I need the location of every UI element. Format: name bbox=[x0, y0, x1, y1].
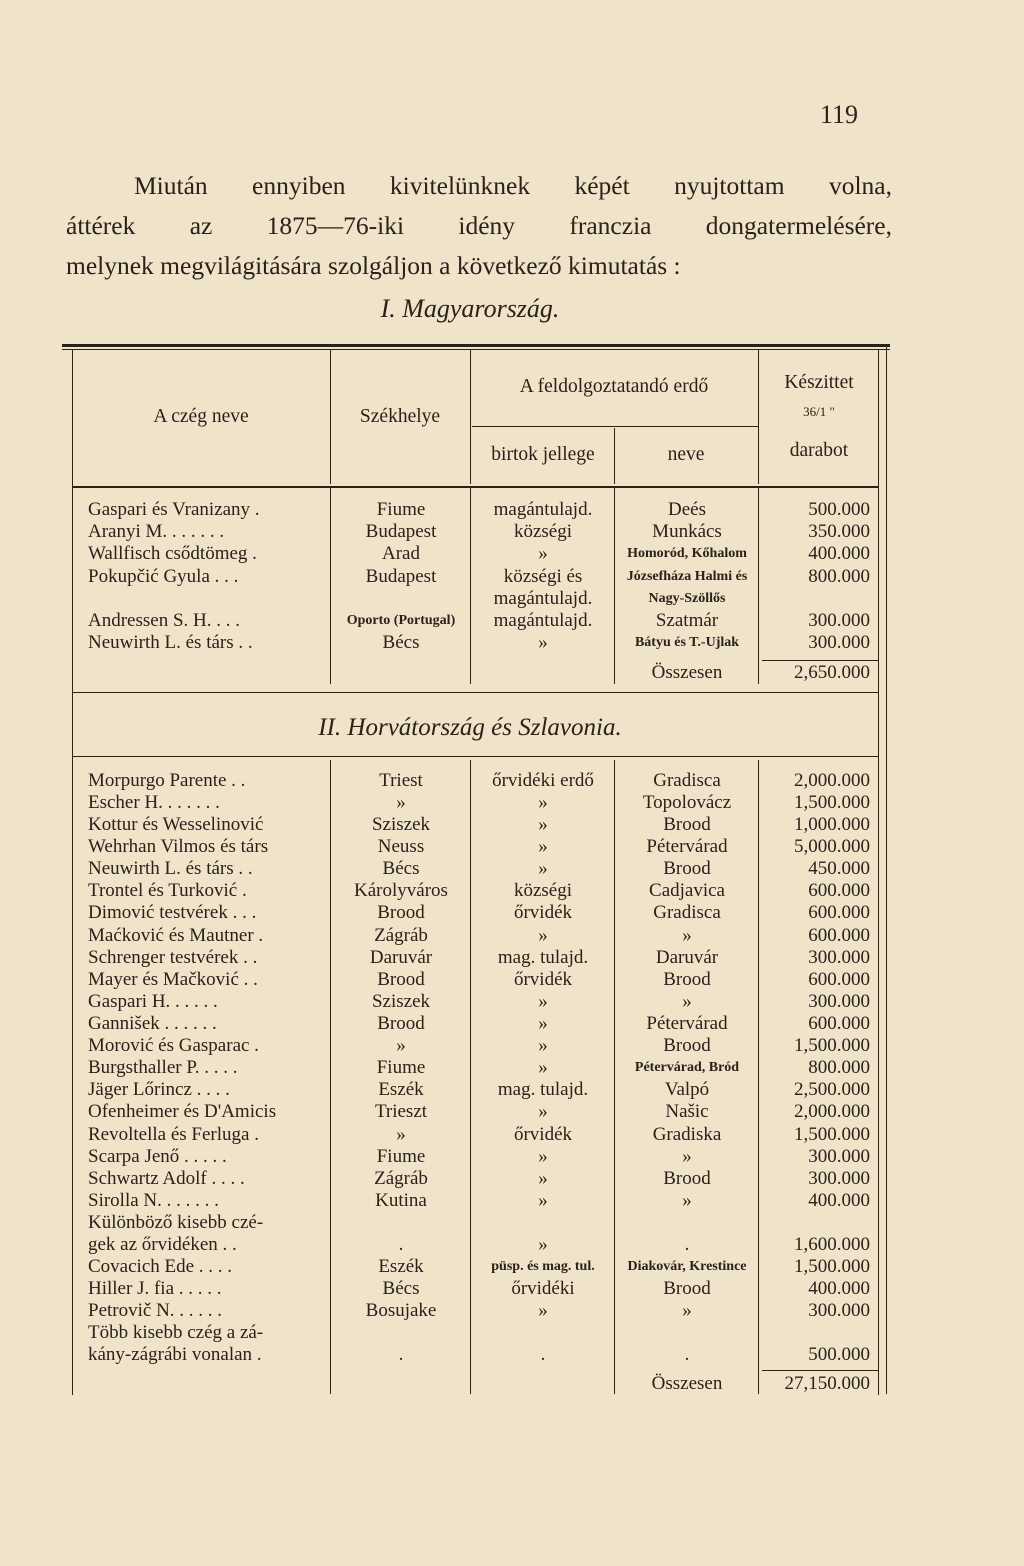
company-name: Schwartz Adolf . . . . bbox=[88, 1168, 245, 1189]
seat: Triest bbox=[379, 770, 423, 791]
table-row bbox=[0, 1035, 1024, 1057]
company-name: Petrovič N. . . . . . bbox=[88, 1300, 223, 1321]
forest-name: Munkács bbox=[652, 521, 722, 542]
company-name: Maćković és Mautner . bbox=[88, 925, 264, 946]
table-row bbox=[0, 566, 1024, 588]
forest-name: Pétervárad bbox=[646, 836, 728, 857]
seat: Budapest bbox=[365, 521, 437, 542]
company-name: Trontel és Turković . bbox=[88, 880, 247, 901]
seat: Eszék bbox=[378, 1256, 424, 1277]
table-row bbox=[0, 1013, 1024, 1035]
forest-name: Gradisca bbox=[653, 770, 721, 791]
forest-name: Brood bbox=[663, 969, 711, 990]
quantity: 600.000 bbox=[808, 880, 870, 901]
forest-name: Brood bbox=[663, 1168, 711, 1189]
table-row bbox=[0, 836, 1024, 858]
total-value: 2,650.000 bbox=[794, 662, 870, 683]
property-type: » bbox=[538, 543, 548, 564]
property-type: őrvidéki erdő bbox=[492, 770, 594, 791]
property-type: magántulajd. bbox=[493, 588, 593, 609]
company-name: Mayer és Mačković . . bbox=[88, 969, 258, 990]
seat: Eszék bbox=[378, 1079, 424, 1100]
property-type: » bbox=[538, 1101, 548, 1122]
seat: Sziszek bbox=[371, 814, 431, 835]
company-name: Escher H. . . . . . . bbox=[88, 792, 220, 813]
seat: Budapest bbox=[365, 566, 437, 587]
forest-name: Brood bbox=[663, 814, 711, 835]
company-name: Scarpa Jenő . . . . . bbox=[88, 1146, 227, 1167]
table-row bbox=[0, 499, 1024, 521]
quantity: 500.000 bbox=[808, 499, 870, 520]
section2-title: II. Horvátország és Szlavonia. bbox=[318, 714, 622, 741]
property-type: » bbox=[538, 1035, 548, 1056]
forest-name: Našic bbox=[665, 1101, 709, 1122]
property-type: őrvidéki bbox=[511, 1278, 575, 1299]
company-name: Ofenheimer és D'Amicis bbox=[88, 1101, 277, 1122]
property-type: » bbox=[538, 1300, 548, 1321]
company-name: Hiller J. fia . . . . . bbox=[88, 1278, 222, 1299]
seat: Bécs bbox=[382, 632, 420, 653]
forest-name: Bátyu és T.-Ujlak bbox=[634, 635, 740, 650]
seat: Neuss bbox=[377, 836, 425, 857]
company-name: Több kisebb czég a zá- bbox=[88, 1322, 264, 1343]
table-row bbox=[0, 792, 1024, 814]
quantity: 400.000 bbox=[808, 543, 870, 564]
intro-line: áttérek az 1875—76-iki idény franczia dongatermelésére, bbox=[66, 211, 892, 240]
seat: » bbox=[396, 1124, 406, 1145]
forest-name: Deés bbox=[668, 499, 706, 520]
property-type: » bbox=[538, 1146, 548, 1167]
seat: Bécs bbox=[382, 1278, 420, 1299]
company-name: Sirolla N. . . . . . . bbox=[88, 1190, 219, 1211]
quantity: 600.000 bbox=[808, 902, 870, 923]
company-name: Dimović testvérek . . . bbox=[88, 902, 257, 923]
table-row bbox=[0, 880, 1024, 902]
seat: Fiume bbox=[376, 499, 426, 520]
property-type: őrvidék bbox=[513, 969, 573, 990]
forest-name: Gradiska bbox=[652, 1124, 722, 1145]
header-pieces: darabot bbox=[789, 440, 849, 461]
quantity: 350.000 bbox=[808, 521, 870, 542]
seat: Brood bbox=[377, 902, 425, 923]
table-row bbox=[0, 543, 1024, 565]
property-type: községi bbox=[513, 880, 573, 901]
table-row bbox=[0, 1234, 1024, 1256]
property-type: » bbox=[538, 632, 548, 653]
forest-name: » bbox=[682, 991, 692, 1012]
total-row bbox=[0, 662, 1024, 684]
company-name: Neuwirth L. és társ . . bbox=[88, 858, 253, 879]
seat: Brood bbox=[377, 969, 425, 990]
quantity: 1,000.000 bbox=[794, 814, 870, 835]
property-type: » bbox=[538, 814, 548, 835]
total-label: Összesen bbox=[651, 662, 723, 683]
forest-name: » bbox=[682, 925, 692, 946]
forest-name: Pétervárad bbox=[646, 1013, 728, 1034]
table-row bbox=[0, 902, 1024, 924]
company-name: Jäger Lőrincz . . . . bbox=[88, 1079, 230, 1100]
company-name: Gaspari és Vranizany . bbox=[88, 499, 260, 520]
property-type: mag. tulajd. bbox=[497, 1079, 589, 1100]
quantity: 800.000 bbox=[808, 566, 870, 587]
seat: Oporto (Portugal) bbox=[346, 613, 456, 628]
forest-name: Cadjavica bbox=[649, 880, 725, 901]
table-row bbox=[0, 1300, 1024, 1322]
table-row bbox=[0, 1278, 1024, 1300]
company-name: Morpurgo Parente . . bbox=[88, 770, 246, 791]
quantity: 5,000.000 bbox=[794, 836, 870, 857]
property-type: » bbox=[538, 1013, 548, 1034]
quantity: 300.000 bbox=[808, 1168, 870, 1189]
quantity: 300.000 bbox=[808, 632, 870, 653]
header-forest-group: A feldolgoztatandó erdő bbox=[519, 376, 709, 397]
quantity: 1,500.000 bbox=[794, 792, 870, 813]
seat: Arad bbox=[382, 543, 420, 564]
forest-name: Valpó bbox=[664, 1079, 710, 1100]
header-forest-name: neve bbox=[667, 444, 705, 465]
seat: Bosujake bbox=[365, 1300, 437, 1321]
company-name: Burgsthaller P. . . . . bbox=[88, 1057, 238, 1078]
table-row bbox=[0, 1124, 1024, 1146]
seat: Kutina bbox=[375, 1190, 427, 1211]
property-type: községi bbox=[513, 521, 573, 542]
quantity: 400.000 bbox=[808, 1278, 870, 1299]
property-type: őrvidék bbox=[513, 1124, 573, 1145]
intro-line: Miután ennyiben kivitelünknek képét nyujtottam volna, bbox=[134, 171, 892, 200]
quantity: 400.000 bbox=[808, 1190, 870, 1211]
seat: » bbox=[396, 1035, 406, 1056]
table-row bbox=[0, 610, 1024, 632]
forest-name: Brood bbox=[663, 858, 711, 879]
company-name: Wallfisch csődtömeg . bbox=[88, 543, 257, 564]
seat: Trieszt bbox=[374, 1101, 428, 1122]
table-row bbox=[0, 947, 1024, 969]
table-row bbox=[0, 1101, 1024, 1123]
table-row bbox=[0, 1190, 1024, 1212]
company-name: Schrenger testvérek . . bbox=[88, 947, 258, 968]
forest-name: Topolovácz bbox=[642, 792, 732, 813]
table-row bbox=[0, 991, 1024, 1013]
company-name: Gaspari H. . . . . . bbox=[88, 991, 218, 1012]
property-type: » bbox=[538, 858, 548, 879]
table-row bbox=[0, 1256, 1024, 1278]
property-type: községi és bbox=[503, 566, 583, 587]
property-type: püsp. és mag. tul. bbox=[491, 1259, 595, 1274]
seat: » bbox=[396, 792, 406, 813]
table-row bbox=[0, 632, 1024, 654]
table-row bbox=[0, 1212, 1024, 1234]
quantity: 1,500.000 bbox=[794, 1035, 870, 1056]
seat: Zágráb bbox=[374, 1168, 428, 1189]
page-number: 119 bbox=[820, 100, 859, 129]
header-fraction: 36/1 " bbox=[803, 404, 835, 419]
header-property: birtok jellege bbox=[491, 444, 595, 465]
property-type: » bbox=[538, 836, 548, 857]
quantity: 450.000 bbox=[808, 858, 870, 879]
forest-name: Pétervárad, Bród bbox=[634, 1060, 740, 1075]
company-name: Andressen S. H. . . . bbox=[88, 610, 240, 631]
forest-name: » bbox=[682, 1190, 692, 1211]
seat: Bécs bbox=[382, 858, 420, 879]
quantity: 300.000 bbox=[808, 1300, 870, 1321]
forest-name: Szatmár bbox=[655, 610, 719, 631]
forest-name: . bbox=[684, 1234, 690, 1255]
seat: . bbox=[398, 1234, 404, 1255]
company-name: Revoltella és Ferluga . bbox=[88, 1124, 259, 1145]
quantity: 300.000 bbox=[808, 610, 870, 631]
total-row bbox=[0, 1373, 1024, 1395]
table-row bbox=[0, 858, 1024, 880]
company-name: Aranyi M. . . . . . . bbox=[88, 521, 225, 542]
table-row bbox=[0, 1344, 1024, 1366]
intro-paragraph bbox=[66, 166, 892, 286]
property-type: . bbox=[540, 1344, 546, 1365]
forest-name: Nagy-Szöllős bbox=[648, 591, 726, 606]
property-type: » bbox=[538, 1234, 548, 1255]
table-row bbox=[0, 1322, 1024, 1344]
company-name: Morović és Gasparac . bbox=[88, 1035, 259, 1056]
property-type: magántulajd. bbox=[493, 610, 593, 631]
quantity: 2,000.000 bbox=[794, 1101, 870, 1122]
total-value: 27,150.000 bbox=[784, 1373, 870, 1394]
company-name: Neuwirth L. és társ . . bbox=[88, 632, 253, 653]
property-type: » bbox=[538, 991, 548, 1012]
quantity: 600.000 bbox=[808, 1013, 870, 1034]
table-row bbox=[0, 814, 1024, 836]
quantity: 300.000 bbox=[808, 947, 870, 968]
seat: Fiume bbox=[376, 1146, 426, 1167]
intro-line: melynek megvilágitására szolgáljon a következő kimutatás : bbox=[66, 251, 681, 280]
company-name: Gannišek . . . . . . bbox=[88, 1013, 217, 1034]
table-row bbox=[0, 1146, 1024, 1168]
company-name: Covacich Ede . . . . bbox=[88, 1256, 233, 1277]
property-type: » bbox=[538, 1168, 548, 1189]
quantity: 2,500.000 bbox=[794, 1079, 870, 1100]
table-row bbox=[0, 969, 1024, 991]
table-row bbox=[0, 770, 1024, 792]
property-type: » bbox=[538, 1190, 548, 1211]
quantity: 600.000 bbox=[808, 925, 870, 946]
forest-name: Diakovár, Krestince bbox=[627, 1259, 747, 1274]
company-name: Kottur és Wesselinović bbox=[88, 814, 264, 835]
quantity: 2,000.000 bbox=[794, 770, 870, 791]
company-name: gek az őrvidéken . . bbox=[88, 1234, 237, 1255]
property-type: » bbox=[538, 1057, 548, 1078]
forest-name: . bbox=[684, 1344, 690, 1365]
header-company: A czég neve bbox=[153, 406, 249, 427]
header-seat: Székhelye bbox=[359, 406, 441, 427]
forest-name: » bbox=[682, 1300, 692, 1321]
quantity: 300.000 bbox=[808, 991, 870, 1012]
forest-name: Homoród, Kőhalom bbox=[627, 546, 747, 561]
quantity: 300.000 bbox=[808, 1146, 870, 1167]
quantity: 800.000 bbox=[808, 1057, 870, 1078]
seat: Zágráb bbox=[374, 925, 428, 946]
seat: Sziszek bbox=[371, 991, 431, 1012]
property-type: magántulajd. bbox=[493, 499, 593, 520]
header-made: Készittet bbox=[784, 372, 854, 393]
seat: Brood bbox=[377, 1013, 425, 1034]
quantity: 500.000 bbox=[808, 1344, 870, 1365]
seat: . bbox=[398, 1344, 404, 1365]
property-type: mag. tulajd. bbox=[497, 947, 589, 968]
company-name: Pokupčić Gyula . . . bbox=[88, 566, 239, 587]
property-type: » bbox=[538, 792, 548, 813]
forest-name: Daruvár bbox=[655, 947, 719, 968]
forest-name: Brood bbox=[663, 1278, 711, 1299]
seat: Fiume bbox=[376, 1057, 426, 1078]
forest-name: Józsefháza Halmi és bbox=[626, 569, 748, 584]
table-row bbox=[0, 1057, 1024, 1079]
company-name: kány-zágrábi vonalan . bbox=[88, 1344, 262, 1365]
property-type: » bbox=[538, 925, 548, 946]
seat: Daruvár bbox=[369, 947, 433, 968]
forest-name: Brood bbox=[663, 1035, 711, 1056]
seat: Károlyváros bbox=[354, 880, 448, 901]
table-row bbox=[0, 1079, 1024, 1101]
forest-name: Gradisca bbox=[653, 902, 721, 923]
quantity: 1,600.000 bbox=[794, 1234, 870, 1255]
total-label: Összesen bbox=[651, 1373, 723, 1394]
table-row bbox=[0, 521, 1024, 543]
company-name: Wehrhan Vilmos és társ bbox=[88, 836, 269, 857]
quantity: 1,500.000 bbox=[794, 1124, 870, 1145]
table-row bbox=[0, 588, 1024, 610]
table-row bbox=[0, 1168, 1024, 1190]
table-row bbox=[0, 925, 1024, 947]
property-type: őrvidék bbox=[513, 902, 573, 923]
quantity: 600.000 bbox=[808, 969, 870, 990]
section1-title: I. Magyarország. bbox=[380, 294, 560, 323]
quantity: 1,500.000 bbox=[794, 1256, 870, 1277]
company-name: Különböző kisebb czé- bbox=[88, 1212, 264, 1233]
forest-name: » bbox=[682, 1146, 692, 1167]
